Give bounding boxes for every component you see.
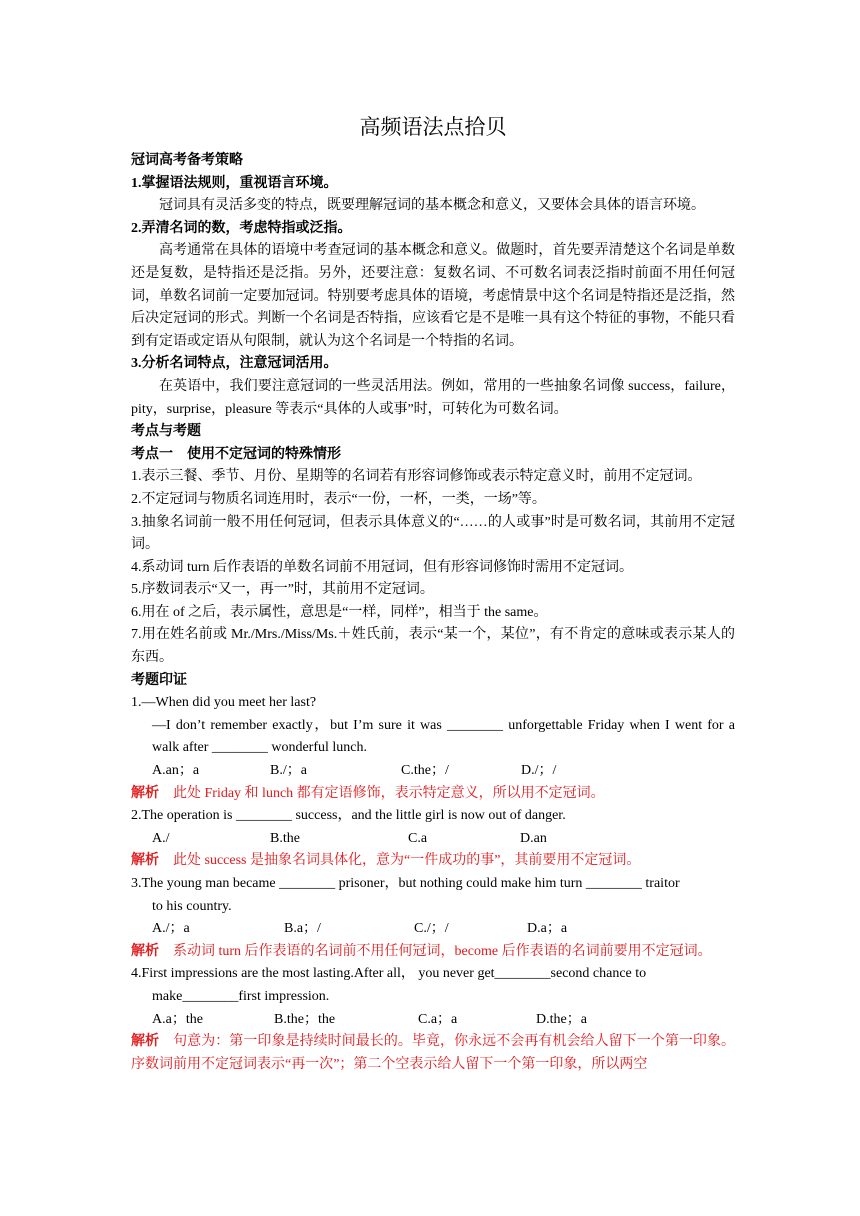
answer-text: 句意为：第一印象是持续时间最长的。毕竟，你永远不会再有机会给人留下一个第一印象。序数词前用不定冠词表示“再一次”；第二个空表示给人留下一个第一印象，所以两空 <box>131 1034 736 1072</box>
option-d: D.the；a <box>536 1011 587 1027</box>
rule-item: 1.表示三餐、季节、月份、星期等的名词若有形容词修饰或表示特定意义时，前用不定冠词。 <box>131 469 702 485</box>
strategy-3-body: 在英语中，我们要注意冠词的一些灵活用法。例如，常用的一些抽象名词像 success，failure，pity，surprise，pleasure 等表示“具体的人或事”时，可转化为可数名词。 <box>131 378 735 417</box>
section-heading-exercises: 考题印证 <box>131 672 187 688</box>
rule-item: 7.用在姓名前或 Mr./Mrs./Miss/Ms.＋姓氏前，表示“某一个，某位”，有不肯定的意味或表示某人的东西。 <box>131 627 735 666</box>
answer-explanation <box>131 1031 735 1076</box>
answer-tag: 解析 <box>131 853 159 869</box>
answer-tag: 解析 <box>131 785 159 801</box>
strategy-1-body: 冠词具有灵活多变的特点，既要理解冠词的基本概念和意义，又要体会具体的语言环境。 <box>159 198 705 214</box>
answer-explanation <box>131 850 735 873</box>
rule-item: 2.不定冠词与物质名词连用时，表示“一份，一杯，一类，一场”等。 <box>131 491 546 507</box>
options-row <box>131 918 735 941</box>
option-b: B./；a <box>270 763 307 779</box>
option-b: B.the；the <box>274 1011 336 1027</box>
answer-text: 此处 Friday 和 lunch 都有定语修饰，表示特定意义，所以用不定冠词。 <box>173 785 605 801</box>
strategy-2-heading: 2.弄清名词的数，考虑特指或泛指。 <box>131 220 352 236</box>
option-c: C.the；/ <box>401 763 449 779</box>
option-b: B.a；/ <box>284 921 321 937</box>
answer-tag: 解析 <box>131 943 159 959</box>
question-continuation: —I don’t remember exactly，but I’m sure it was ________ unforgettable Friday when I went for a walk after ________ wonderful lunch. <box>152 717 735 756</box>
option-c: C.a <box>408 830 428 846</box>
rule-item: 5.序数词表示“又一，再一”时，其前用不定冠词。 <box>131 582 434 598</box>
question-stem: 2.The operation is ________ success，and the little girl is now out of danger. <box>131 808 566 824</box>
option-d: D./；/ <box>521 763 557 779</box>
option-d: D.a；a <box>527 921 568 937</box>
section-heading-strategy: 冠词高考备考策略 <box>131 153 243 168</box>
options-row <box>131 1009 735 1032</box>
options-row <box>131 760 735 783</box>
option-a: A./ <box>152 830 170 846</box>
strategy-3-heading: 3.分析名词特点，注意冠词活用。 <box>131 356 338 372</box>
question-stem: 3.The young man became ________ prisoner，but nothing could make him turn ________ traitor <box>131 876 680 891</box>
question-stem: 4.First impressions are the most lasting.After all， you never get________second chance to <box>131 966 647 982</box>
answer-explanation <box>131 941 735 964</box>
options-row <box>131 828 735 851</box>
document-page <box>131 112 735 1076</box>
option-b: B.the <box>270 830 300 846</box>
question-continuation: make________first impression. <box>152 988 330 1004</box>
page-title: 高频语法点拾贝 <box>359 115 507 139</box>
rule-item: 6.用在 of 之后，表示属性，意思是“一样，同样”，相当于 the same。 <box>131 604 548 620</box>
option-c: C./；/ <box>414 921 449 937</box>
option-a: A.an；a <box>152 763 200 779</box>
option-a: A./；a <box>152 921 190 937</box>
answer-text: 此处 success 是抽象名词具体化，意为“一件成功的事”，其前要用不定冠词。 <box>173 853 641 869</box>
section-heading-points: 考点与考题 <box>131 424 201 440</box>
point-one-heading: 考点一 使用不定冠词的特殊情形 <box>131 446 341 462</box>
option-d: D.an <box>520 830 547 846</box>
option-a: A.a；the <box>152 1011 203 1027</box>
rule-item: 4.系动词 turn 后作表语的单数名词前不用冠词，但有形容词修饰时需用不定冠词。 <box>131 559 634 575</box>
strategy-2-body: 高考通常在具体的语境中考查冠词的基本概念和意义。做题时，首先要弄清楚这个名词是单数还是复数，是特指还是泛指。另外，还要注意：复数名词、不可数名词表泛指时前面不用任何冠词，单数名词前一定要加冠词。特别要考虑具体的语境，考虑情景中这个名词是特指还是泛指，然后决定冠词的形式。判断一个名词是否特指，应该看它是不是唯一具有这个特征的事物，不能只看到有定语或定语从句限制，就认为这个名词是一个特指的名词。 <box>131 243 735 349</box>
strategy-1-heading: 1.掌握语法规则，重视语言环境。 <box>131 175 338 191</box>
answer-explanation <box>131 783 735 806</box>
question-continuation: to his country. <box>152 898 232 914</box>
answer-tag: 解析 <box>131 1034 160 1050</box>
option-c: C.a；a <box>418 1011 458 1027</box>
answer-text: 系动词 turn 后作表语的名词前不用任何冠词，become 后作表语的名词前要用不定冠词。 <box>173 943 712 959</box>
question-stem: 1.—When did you meet her last? <box>131 695 317 711</box>
rule-item: 3.抽象名词前一般不用任何冠词，但表示具体意义的“……的人或事”时是可数名词，其前用不定冠词。 <box>131 514 735 553</box>
